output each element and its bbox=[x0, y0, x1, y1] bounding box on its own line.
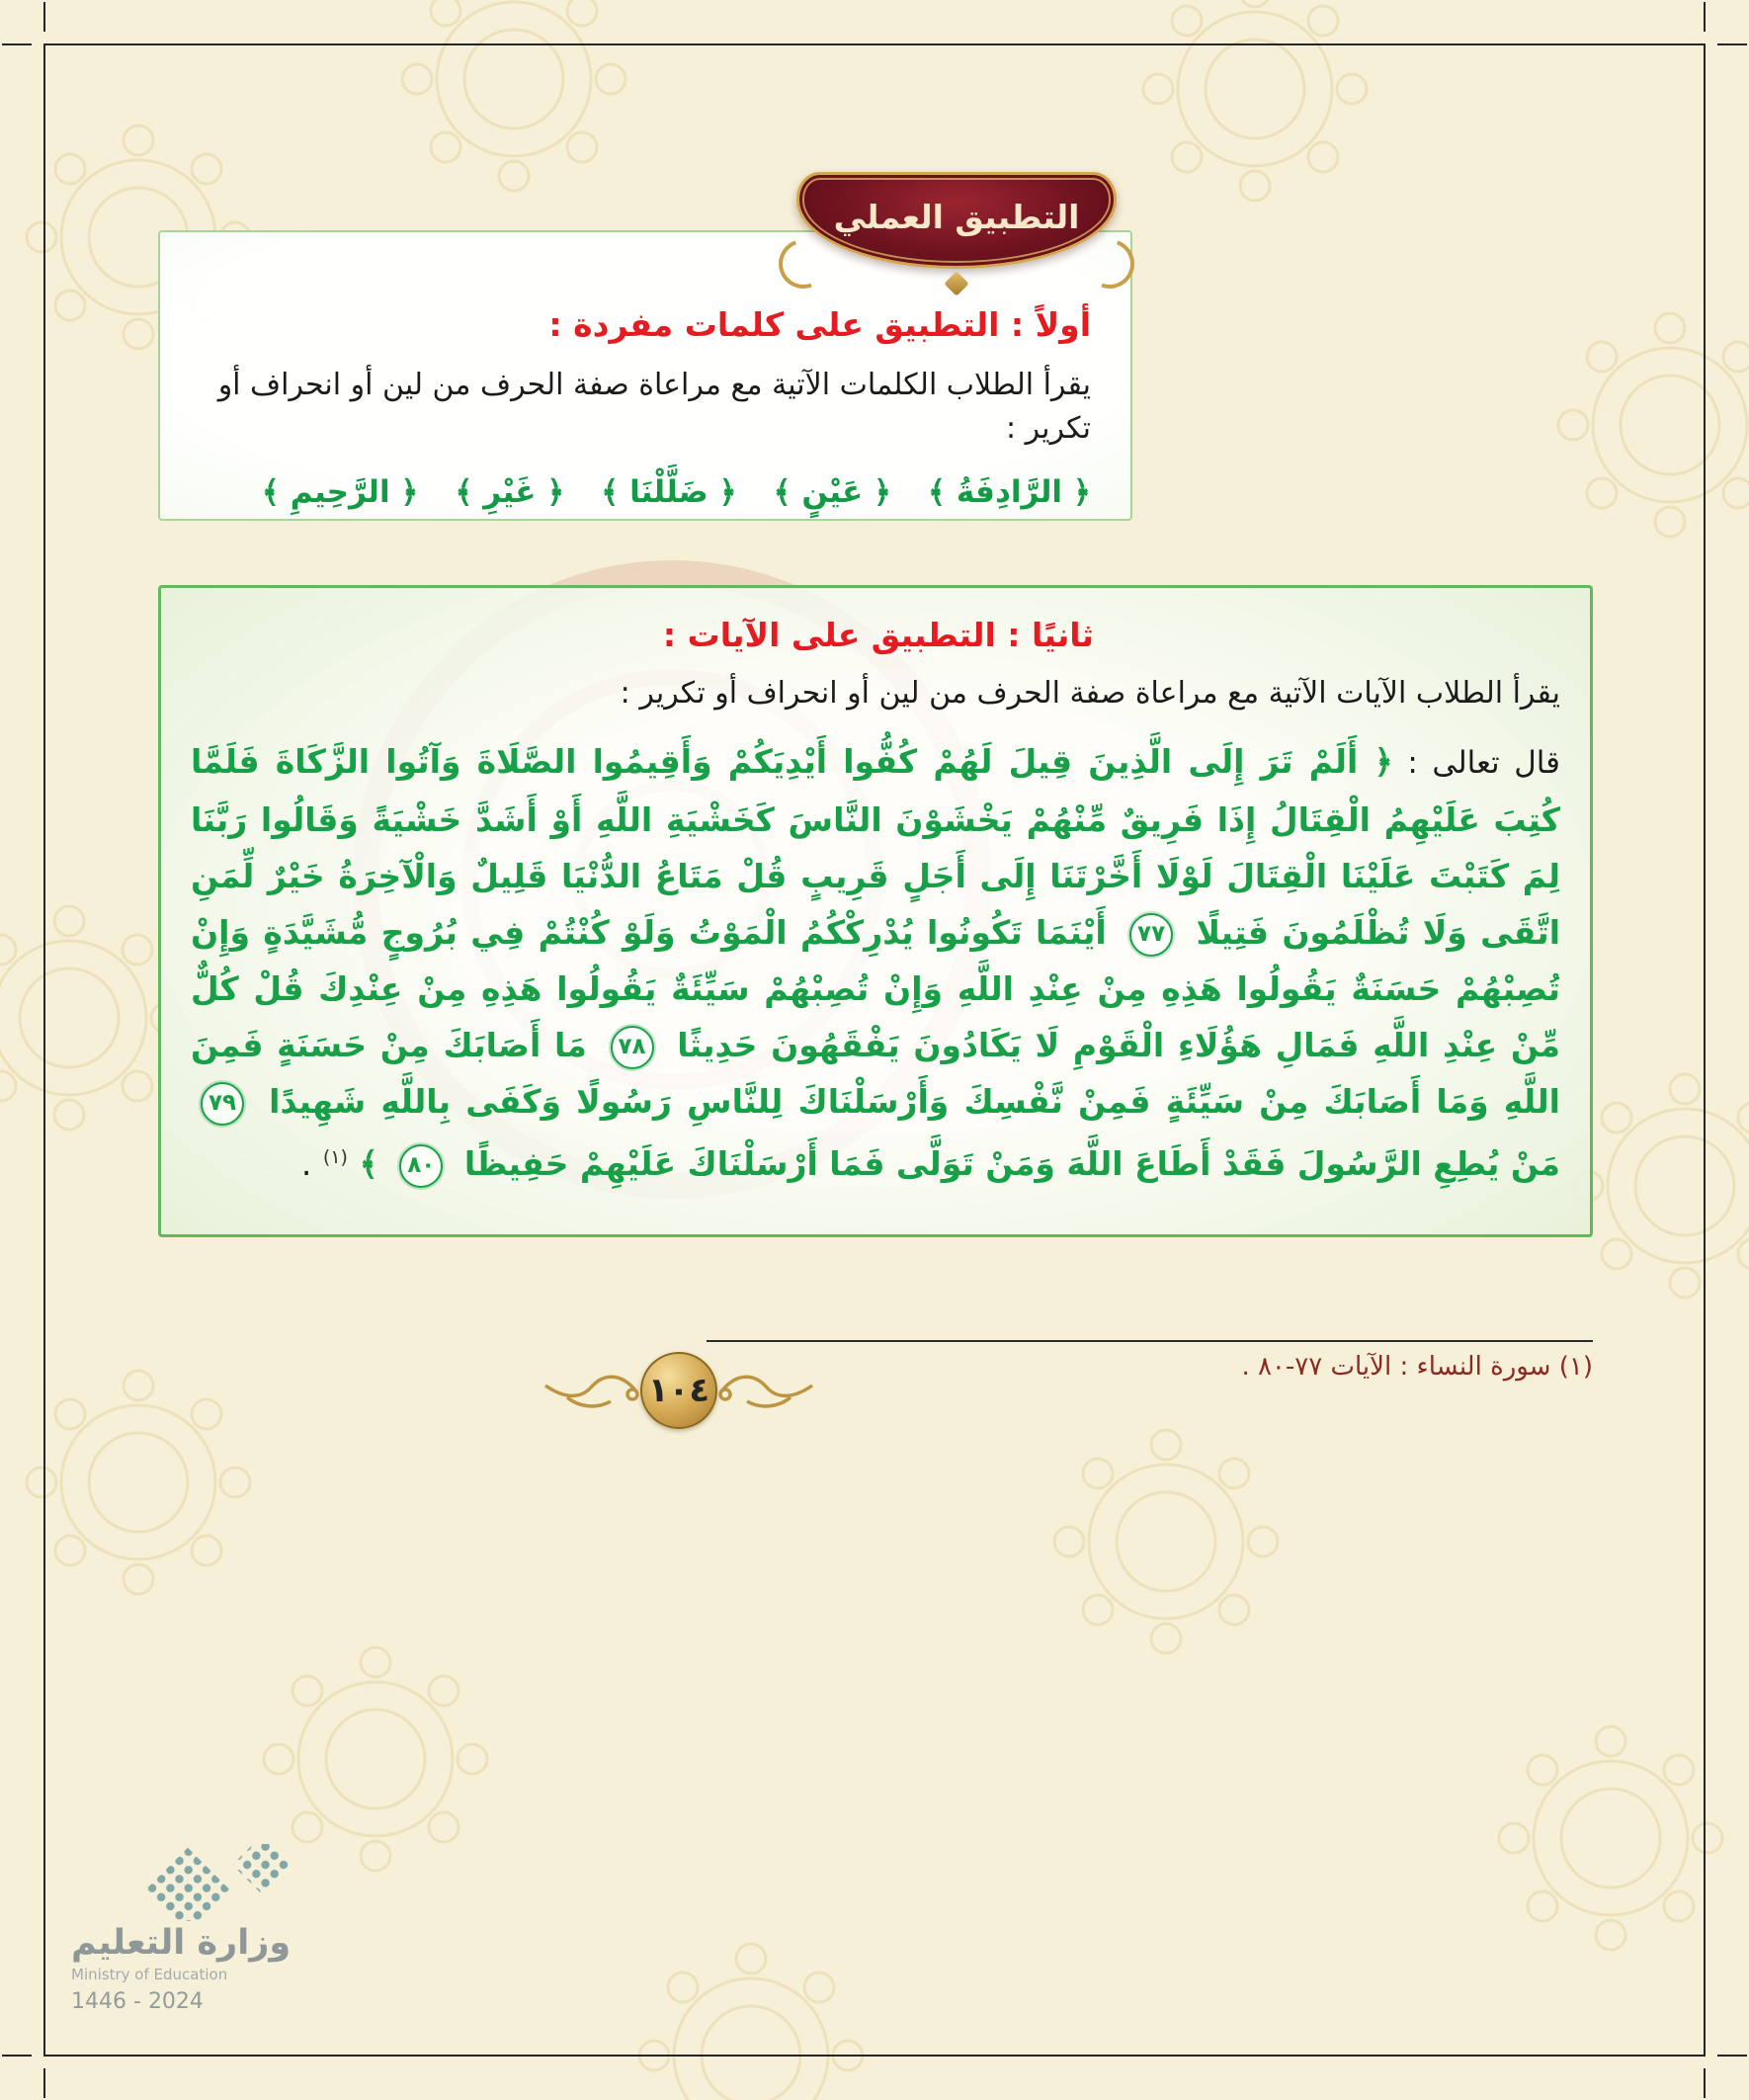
verse-78-number: ٧٨ bbox=[611, 1026, 654, 1069]
section1-intro: يقرأ الطلاب الكلمات الآتية مع مراعاة صفة الحرف من لين أو انحراف أو تكرير : bbox=[217, 368, 1091, 446]
qala-taala-label: قال تعالى : bbox=[1392, 745, 1561, 781]
verse-78-text: أَيْنَمَا تَكُونُوا يُدْرِكْكُمُ الْمَوْتُ وَلَوْ كُنْتُمْ فِي بُرُوجٍ مُّشَيَّدَةٍ وَإِنْ تُصِبْهُمْ حَسَنَةٌ يَقُولُوا هَذِهِ مِنْ عِنْدِ اللَّهِ وَإِنْ تُصِبْهُمْ سَيِّئَةٌ يَقُولُوا هَذِهِ مِنْ عِنْدِكَ قُلْ كُلٌّ مِّنْ عِنْدِ اللَّهِ فَمَالِ هَؤُلَاءِ الْقَوْمِ لَا يَكَادُونَ يَفْقَهُونَ حَدِيثًا bbox=[191, 913, 1560, 1064]
practice-words-line bbox=[200, 468, 1091, 516]
footnote-text: (١) سورة النساء : الآيات ٧٧-٨٠ . bbox=[1241, 1352, 1593, 1382]
gold-flourish-icon bbox=[717, 1368, 816, 1413]
banner-title: التطبيق العملي bbox=[833, 197, 1080, 236]
crop-mark bbox=[1704, 2068, 1706, 2098]
practice-word: ﴿ غَيْرِ ﴾ bbox=[455, 474, 565, 510]
verse-77-text: أَلَمْ تَرَ إِلَى الَّذِينَ قِيلَ لَهُمْ كُفُّوا أَيْدِيَكُمْ وَأَقِيمُوا الصَّلَاةَ وَآتُوا الزَّكَاةَ فَلَمَّا كُتِبَ عَلَيْهِمُ الْقِتَالُ إِذَا فَرِيقٌ مِّنْهُمْ يَخْشَوْنَ النَّاسَ كَخَشْيَةِ اللَّهِ أَوْ أَشَدَّ خَشْيَةً وَقَالُوا رَبَّنَا لِمَ كَتَبْتَ عَلَيْنَا الْقِتَالَ لَوْلَا أَخَّرْتَنَا إِلَى أَجَلٍ قَرِيبٍ قُلْ مَتَاعُ الدُّنْيَا قَلِيلٌ وَالْآخِرَةُ خَيْرٌ لِّمَنِ اتَّقَى وَلَا تُظْلَمُونَ فَتِيلًا bbox=[191, 742, 1561, 952]
crop-mark bbox=[43, 2, 45, 32]
crop-mark bbox=[1717, 43, 1747, 45]
practice-word: ﴿ ضَلَّلْنَا ﴾ bbox=[601, 474, 737, 510]
practice-word: ﴿ الرَّحِيمِ ﴾ bbox=[261, 474, 419, 510]
footnote-divider-line bbox=[707, 1340, 1593, 1342]
crop-mark bbox=[1704, 2, 1706, 32]
ministry-edition-years: 2024 - 1446 bbox=[71, 1989, 204, 2014]
section1-heading: أولاً : التطبيق على كلمات مفردة : bbox=[548, 305, 1091, 344]
crop-mark bbox=[43, 2068, 45, 2098]
crop-mark bbox=[2, 2055, 32, 2057]
verse-80-text: مَنْ يُطِعِ الرَّسُولَ فَقَدْ أَطَاعَ اللَّهَ وَمَنْ تَوَلَّى فَمَا أَرْسَلْنَاكَ عَلَيْهِمْ حَفِيظًا bbox=[463, 1144, 1560, 1183]
banner-plate bbox=[796, 172, 1117, 269]
section2-heading: ثانيًا : التطبيق على الآيات : bbox=[662, 616, 1094, 654]
ministry-logo bbox=[71, 1844, 328, 2014]
footnote-reference-marker: (١) bbox=[322, 1146, 348, 1168]
quran-close-bracket: ﴾ bbox=[359, 1144, 378, 1183]
crop-mark bbox=[2, 43, 32, 45]
gold-flourish-icon bbox=[541, 1368, 640, 1413]
verse-80-number: ٨٠ bbox=[399, 1144, 443, 1188]
crop-mark bbox=[1717, 2055, 1747, 2057]
banner-scroll-ornament bbox=[771, 231, 836, 296]
practice-word: ﴿ الرَّادِفَةُ ﴾ bbox=[927, 474, 1091, 510]
verse-79-text: مَا أَصَابَكَ مِنْ حَسَنَةٍ فَمِنَ اللَّهِ وَمَا أَصَابَكَ مِنْ سَيِّئَةٍ فَمِنْ نَّفْسِكَ وَأَرْسَلْنَاكَ لِلنَّاسِ رَسُولًا وَكَفَى بِاللَّهِ شَهِيدًا bbox=[191, 1026, 1560, 1121]
page-number-badge bbox=[640, 1352, 717, 1429]
ministry-name-arabic: وزارة التعليم bbox=[71, 1923, 292, 1963]
page-number: ١٠٤ bbox=[647, 1371, 710, 1410]
ministry-name-english: Ministry of Education bbox=[71, 1966, 228, 1983]
practice-word: ﴿ عَيْنٍ ﴾ bbox=[773, 474, 892, 510]
section-banner bbox=[781, 166, 1132, 289]
quran-open-bracket: ﴿ bbox=[1358, 742, 1393, 781]
verse-79-number: ٧٩ bbox=[201, 1082, 244, 1126]
section2-intro: يقرأ الطلاب الآيات الآتية مع مراعاة صفة الحرف من لين أو انحراف أو تكرير : bbox=[620, 676, 1560, 711]
verse-77-number: ٧٧ bbox=[1129, 913, 1173, 957]
ministry-logo-dots-icon bbox=[130, 1844, 328, 1921]
page-number-medallion bbox=[541, 1352, 816, 1429]
section-verses bbox=[158, 585, 1593, 1237]
sentence-period: . bbox=[300, 1144, 312, 1183]
quran-passage bbox=[191, 733, 1560, 1192]
